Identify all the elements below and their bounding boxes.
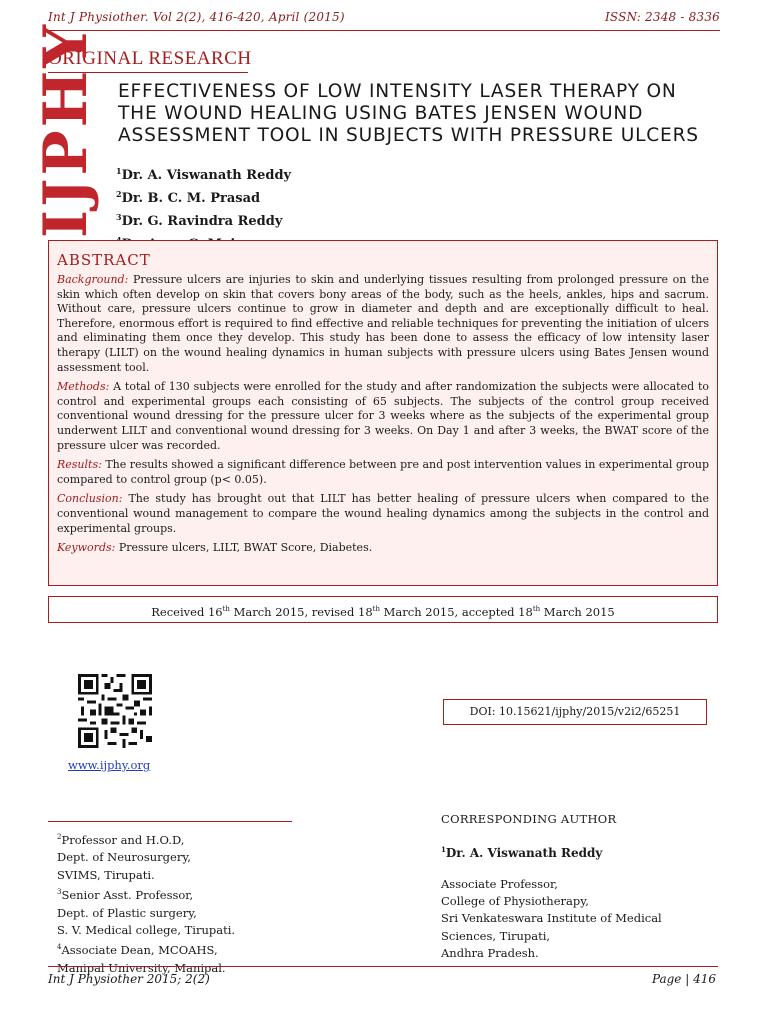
abstract-background: Background: Pressure ulcers are injuries to skin and underlying tissues resulting from prolonged pressure on the skin which often develop on skin that covers bony areas of the body, such as the heels, ankles, hips and sacrum. Without care, pressure ulcers continue to grow in diameter and depth and are exceptionally difficult to heal. Therefore, enormous effort is required to find effective and reliable techniques for preventing the initiation of ulcers and eliminating them once they develop. This study has been done to assess the efficacy of low intensity laser therapy (LILT) on the wound healing dynamics in human subjects with pressure ulcers using Bates Jensen wound assessment tool. bbox=[57, 273, 709, 374]
journal-citation: Int J Physiother. Vol 2(2), 416-420, April (2015) bbox=[48, 10, 345, 24]
author: $^1$Dr. A. Viswanath Reddy bbox=[116, 166, 292, 183]
doi-box[interactable]: DOI: 10.15621/ijphy/2015/v2i2/65251 bbox=[443, 699, 707, 725]
corresponding-author-address bbox=[441, 876, 662, 962]
article-title bbox=[118, 81, 728, 147]
address-line: Andhra Pradesh. bbox=[441, 945, 539, 960]
abstract-conclusion: Conclusion: The study has brought out that LILT has better healing of pressure ulcers when compared to the conventional wound management to compare the wound healing dynamics among the subjects in the control and experimental groups. bbox=[57, 492, 709, 535]
abstract-methods: Methods: A total of 130 subjects were enrolled for the study and after randomization the subjects were allocated to control and experimental groups each consisting of 65 subjects. The subjects of the control group received conventional wound dressing for the pressure ulcer for 3 weeks where as the subjects of the experimental group underwent LILT and conventional wound dressing for 3 weeks. On Day 1 and after 3 weeks, the BWAT score of the pressure ulcer was recorded. bbox=[57, 380, 709, 452]
section-label: ORIGINAL RESEARCH bbox=[48, 48, 252, 69]
affiliation-line: $^2$Professor and H.O.D, bbox=[57, 833, 185, 847]
address-line: Sri Venkateswara Institute of Medical bbox=[441, 911, 662, 926]
affiliation-line: $^4$Associate Dean, MCOAHS, bbox=[57, 943, 218, 958]
affiliation-line: S. V. Medical college, Tirupati. bbox=[57, 923, 236, 938]
abstract-box bbox=[48, 240, 718, 586]
affiliation-line: Dept. of Neurosurgery, bbox=[57, 850, 191, 865]
affiliation-line: $^3$Senior Asst. Professor, bbox=[57, 888, 194, 903]
affiliations-rule bbox=[48, 821, 292, 822]
abstract-keywords: Keywords: Pressure ulcers, LILT, BWAT Score, Diabetes. bbox=[57, 541, 373, 555]
affiliation-line: SVIMS, Tirupati. bbox=[57, 867, 155, 882]
running-header bbox=[48, 10, 720, 24]
author: $^2$Dr. B. C. M. Prasad bbox=[116, 189, 261, 206]
dates-box: Received 16th March 2015, revised 18th March 2015, accepted 18th March 2015 bbox=[48, 596, 718, 623]
page-footer bbox=[48, 972, 716, 986]
affiliation-line: Dept. of Plastic surgery, bbox=[57, 905, 197, 920]
corresponding-author-name: $^1$Dr. A. Viswanath Reddy bbox=[441, 845, 603, 860]
address-line: College of Physiotherapy, bbox=[441, 894, 589, 909]
author: $^3$Dr. G. Ravindra Reddy bbox=[116, 212, 283, 229]
address-line: Sciences, Tirupati, bbox=[441, 928, 551, 943]
footer-rule bbox=[48, 966, 718, 967]
title-line: THE WOUND HEALING USING BATES JENSEN WOUND bbox=[118, 103, 644, 124]
footer-citation: Int J Physiother 2015; 2(2) bbox=[48, 972, 210, 986]
header-rule bbox=[48, 30, 720, 31]
issn: ISSN: 2348 - 8336 bbox=[604, 10, 720, 24]
website-link[interactable]: www.ijphy.org bbox=[68, 758, 151, 772]
affiliation-line: Manipal University, Manipal. bbox=[57, 960, 226, 975]
title-line: EFFECTIVENESS OF LOW INTENSITY LASER THERAPY ON bbox=[118, 81, 677, 102]
title-line: ASSESSMENT TOOL IN SUBJECTS WITH PRESSURE ULCERS bbox=[118, 125, 699, 146]
qr-code-icon bbox=[78, 674, 152, 748]
abstract-heading: ABSTRACT bbox=[57, 251, 151, 269]
abstract-results: Results: The results showed a significant difference between pre and post intervention values in experimental group compared to control group (p< 0.05). bbox=[57, 458, 709, 486]
page-number: Page | 416 bbox=[651, 972, 716, 986]
address-line: Associate Professor, bbox=[441, 877, 558, 891]
journal-logo: IJPHY bbox=[31, 21, 101, 238]
corresponding-author-heading: CORRESPONDING AUTHOR bbox=[441, 812, 617, 826]
affiliations bbox=[57, 829, 235, 977]
